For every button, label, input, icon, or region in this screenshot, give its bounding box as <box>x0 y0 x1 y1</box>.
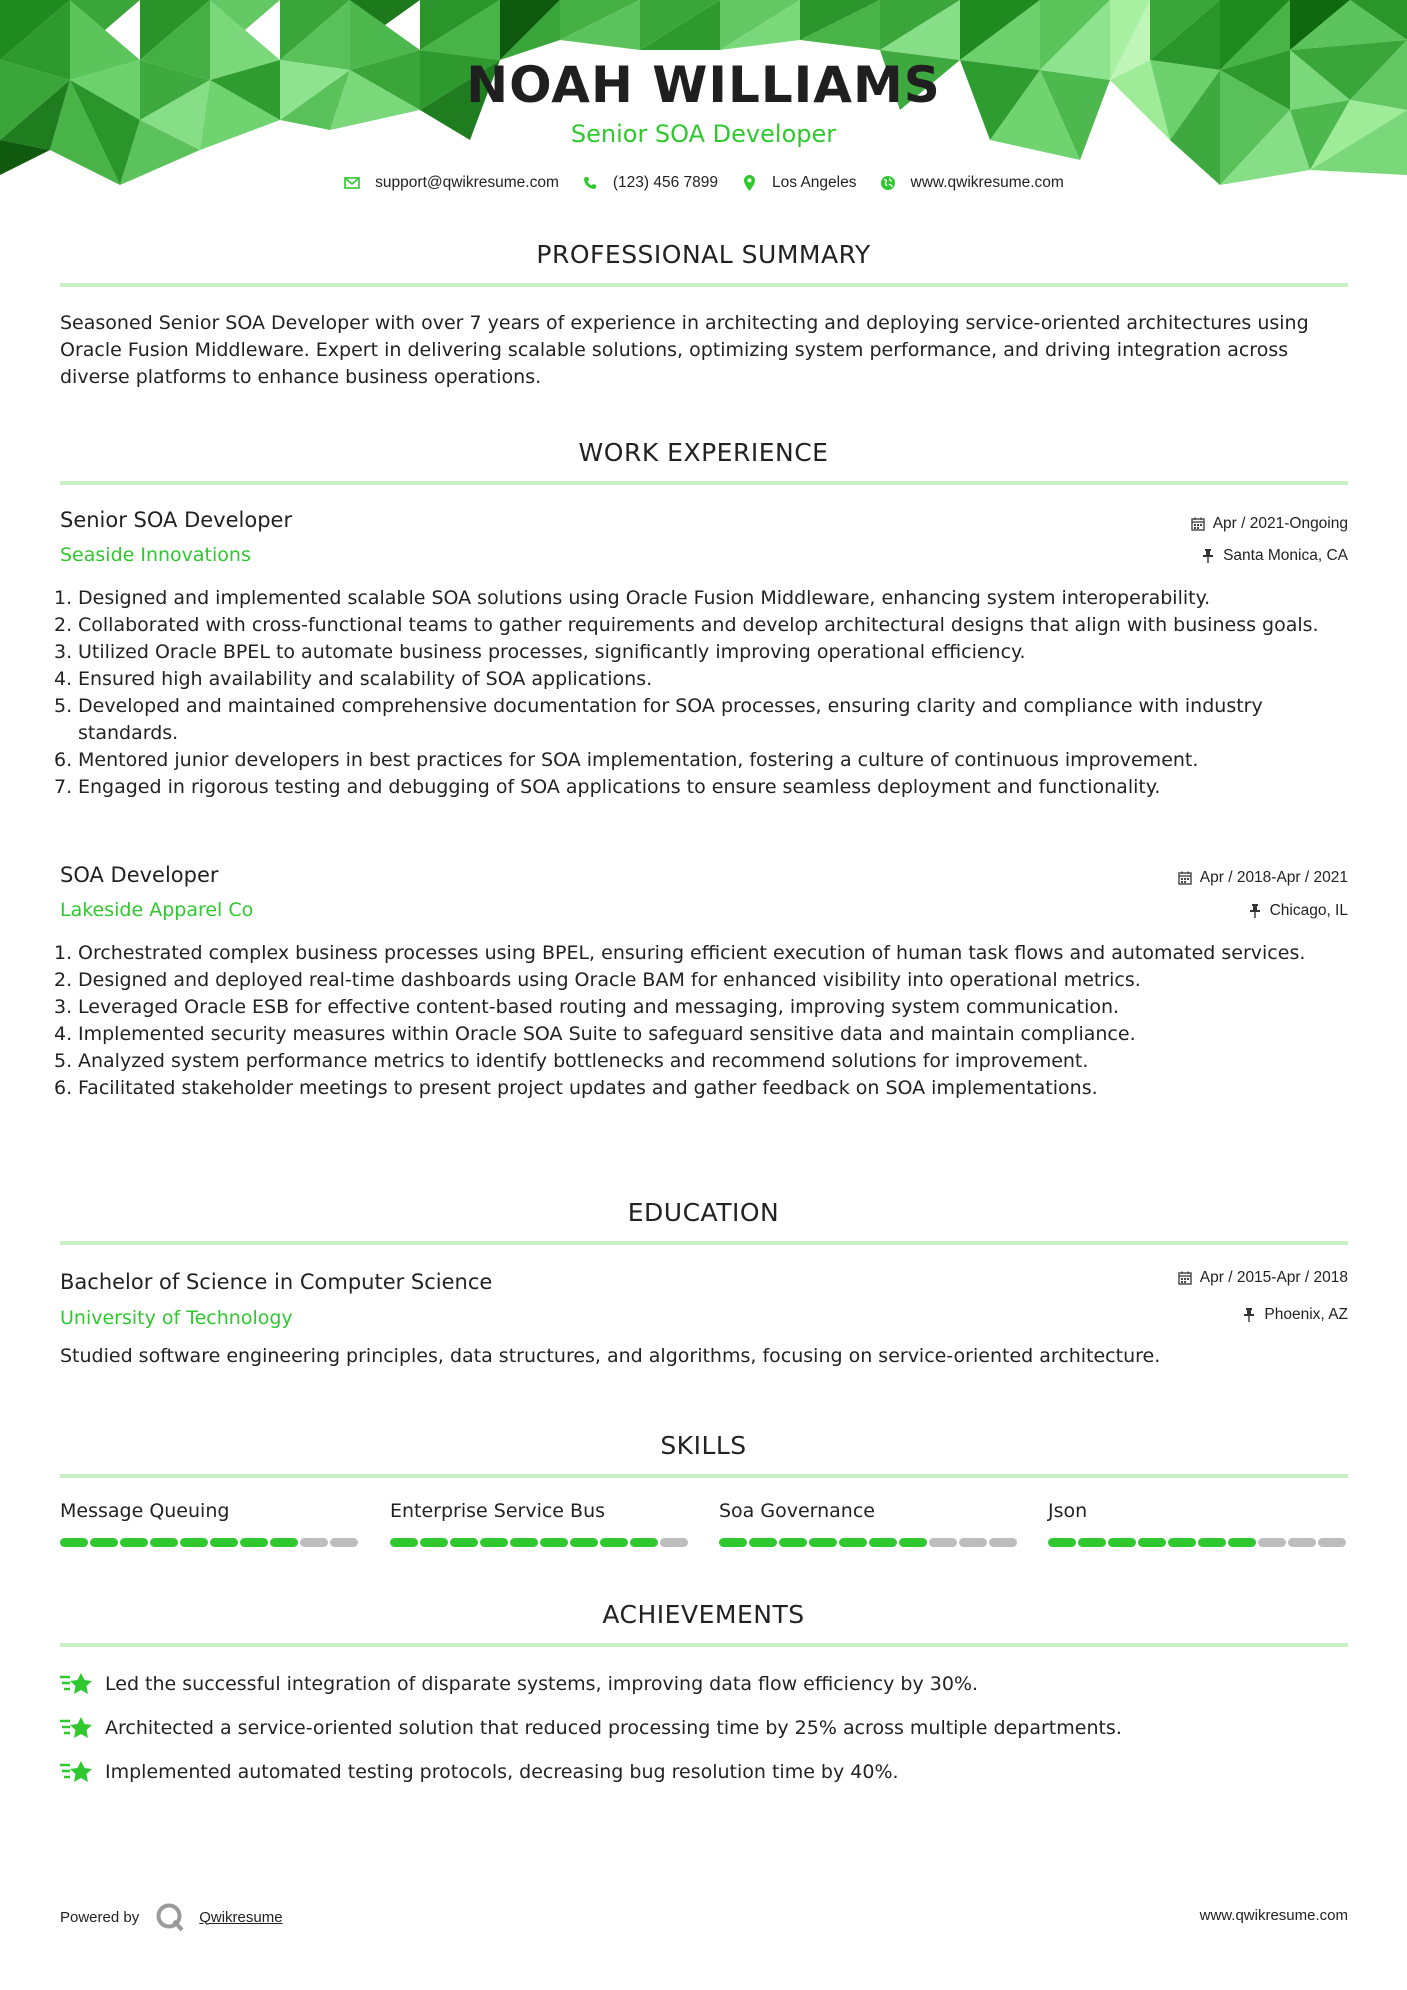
pushpin-icon <box>1241 1307 1257 1323</box>
skill-level-segment <box>120 1538 148 1547</box>
globe-icon <box>879 174 897 192</box>
website-text: www.qwikresume.com <box>910 174 1064 191</box>
achievement-item: Led the successful integration of disparate systems, improving data flow efficiency by 30%. <box>60 1669 978 1699</box>
skill-level-bar <box>719 1538 1019 1547</box>
skill-level-segment <box>60 1538 88 1547</box>
skill-name: Soa Governance <box>719 1500 875 1522</box>
skill-level-segment <box>1198 1538 1226 1547</box>
list-item: 2. Designed and deployed real-time dashboards using Oracle BAM for enhanced visibility into operational metrics. <box>54 969 1141 991</box>
education-heading: EDUCATION <box>627 1198 780 1227</box>
footer <box>60 1902 283 1932</box>
calendar-icon <box>1190 516 1206 532</box>
job-location: Santa Monica, CA <box>1200 547 1348 565</box>
skill-level-segment <box>749 1538 777 1547</box>
skill-level-segment <box>899 1538 927 1547</box>
job-bullets <box>54 585 1350 801</box>
section-divider <box>60 481 1348 485</box>
summary-heading: PROFESSIONAL SUMMARY <box>536 240 871 269</box>
contact-website[interactable] <box>879 174 1064 192</box>
email-text: support@qwikresume.com <box>375 174 559 191</box>
shooting-star-icon <box>60 1669 94 1699</box>
list-item: 4. Implemented security measures within Oracle SOA Suite to safeguard sensitive data and maintain compliance. <box>54 1023 1136 1045</box>
list-item: 7. Engaged in rigorous testing and debugging of SOA applications to ensure seamless deployment and functionality. <box>54 776 1161 798</box>
skill-level-segment <box>270 1538 298 1547</box>
list-item: 5. Developed and maintained comprehensive documentation for SOA processes, ensuring clarity and compliance with industry standards. <box>54 695 1263 744</box>
list-item: 3. Utilized Oracle BPEL to automate business processes, significantly improving operational efficiency. <box>54 641 1026 663</box>
calendar-icon <box>1177 1270 1193 1286</box>
skill-item <box>60 1500 360 1547</box>
experience-heading: WORK EXPERIENCE <box>578 438 829 467</box>
list-item: 3. Leveraged Oracle ESB for effective content-based routing and messaging, improving system communication. <box>54 996 1120 1018</box>
skill-level-segment <box>660 1538 688 1547</box>
contact-bar <box>0 174 1407 192</box>
skill-level-segment <box>719 1538 747 1547</box>
brand-link[interactable]: Qwikresume <box>199 1908 283 1926</box>
skill-level-segment <box>450 1538 478 1547</box>
skill-level-segment <box>929 1538 957 1547</box>
skill-level-segment <box>510 1538 538 1547</box>
achievements-heading: ACHIEVEMENTS <box>602 1600 805 1629</box>
skill-level-segment <box>1108 1538 1136 1547</box>
skill-name: Json <box>1048 1500 1088 1522</box>
skill-level-segment <box>989 1538 1017 1547</box>
footer-website-link[interactable]: www.qwikresume.com <box>1199 1907 1348 1924</box>
skill-level-segment <box>1288 1538 1316 1547</box>
skill-level-segment <box>1078 1538 1106 1547</box>
skill-level-segment <box>240 1538 268 1547</box>
education-description: Studied software engineering principles, data structures, and algorithms, focusing on service-oriented architecture. <box>60 1345 1161 1367</box>
contact-email[interactable] <box>343 174 559 192</box>
skill-level-segment <box>1048 1538 1076 1547</box>
job-title: SOA Developer <box>60 863 219 887</box>
list-item: 2. Collaborated with cross-functional teams to gather requirements and develop architectural designs that align with business goals. <box>54 614 1319 636</box>
section-divider <box>60 1241 1348 1245</box>
skill-level-segment <box>420 1538 448 1547</box>
skill-level-segment <box>809 1538 837 1547</box>
skill-level-segment <box>570 1538 598 1547</box>
skill-level-segment <box>869 1538 897 1547</box>
list-item: 1. Designed and implemented scalable SOA solutions using Oracle Fusion Middleware, enhancing system interoperability. <box>54 587 1211 609</box>
contact-phone[interactable] <box>581 174 718 192</box>
skill-level-segment <box>480 1538 508 1547</box>
job-date: Apr / 2021-Ongoing <box>1190 515 1348 533</box>
section-divider <box>60 1643 1348 1647</box>
degree-title: Bachelor of Science in Computer Science <box>60 1270 493 1294</box>
skill-level-segment <box>959 1538 987 1547</box>
skill-level-segment <box>330 1538 358 1547</box>
skill-level-segment <box>210 1538 238 1547</box>
job-title: Senior SOA Developer <box>60 508 293 532</box>
skill-level-segment <box>300 1538 328 1547</box>
skill-level-segment <box>600 1538 628 1547</box>
skill-name: Message Queuing <box>60 1500 230 1522</box>
list-item: 6. Mentored junior developers in best practices for SOA implementation, fostering a culture of continuous improvement. <box>54 749 1199 771</box>
skill-level-bar <box>1048 1538 1348 1547</box>
qwikresume-logo-icon <box>155 1902 185 1932</box>
skill-level-segment <box>90 1538 118 1547</box>
envelope-icon <box>343 174 361 192</box>
skill-level-segment <box>390 1538 418 1547</box>
shooting-star-icon <box>60 1713 94 1743</box>
section-divider <box>60 1474 1348 1478</box>
skill-level-segment <box>1258 1538 1286 1547</box>
section-divider <box>60 283 1348 287</box>
skill-level-segment <box>630 1538 658 1547</box>
calendar-icon <box>1177 870 1193 886</box>
skill-name: Enterprise Service Bus <box>390 1500 606 1522</box>
pushpin-icon <box>1247 903 1263 919</box>
phone-text: (123) 456 7899 <box>612 174 719 191</box>
skills-heading: SKILLS <box>660 1431 747 1460</box>
achievement-item: Implemented automated testing protocols, decreasing bug resolution time by 40%. <box>60 1757 899 1787</box>
contact-location <box>740 174 856 192</box>
skill-level-segment <box>1168 1538 1196 1547</box>
list-item: 4. Ensured high availability and scalability of SOA applications. <box>54 668 653 690</box>
pushpin-icon <box>1200 548 1216 564</box>
skill-level-segment <box>540 1538 568 1547</box>
skill-level-bar <box>390 1538 690 1547</box>
job-date: Apr / 2018-Apr / 2021 <box>1177 869 1348 887</box>
skill-item <box>390 1500 690 1547</box>
location-text: Los Angeles <box>772 174 857 191</box>
list-item: 1. Orchestrated complex business processes using BPEL, ensuring efficient execution of human task flows and automated services. <box>54 942 1306 964</box>
skill-level-segment <box>180 1538 208 1547</box>
skill-level-segment <box>1228 1538 1256 1547</box>
skill-level-segment <box>1318 1538 1346 1547</box>
list-item: 5. Analyzed system performance metrics to identify bottlenecks and recommend solutions for improvement. <box>54 1050 1089 1072</box>
skill-level-segment <box>1138 1538 1166 1547</box>
job-bullets <box>54 940 1350 1102</box>
phone-icon <box>581 174 599 192</box>
skill-item <box>1048 1500 1348 1547</box>
education-location: Phoenix, AZ <box>1241 1306 1348 1324</box>
skill-level-segment <box>779 1538 807 1547</box>
job-company: Lakeside Apparel Co <box>60 899 254 921</box>
map-pin-icon <box>740 174 758 192</box>
achievement-item: Architected a service-oriented solution that reduced processing time by 25% across multiple departments. <box>60 1713 1122 1743</box>
education-date: Apr / 2015-Apr / 2018 <box>1177 1269 1348 1287</box>
job-location: Chicago, IL <box>1247 902 1348 920</box>
school-name: University of Technology <box>60 1307 293 1329</box>
powered-by-label: Powered by <box>60 1908 140 1926</box>
shooting-star-icon <box>60 1757 94 1787</box>
candidate-role: Senior SOA Developer <box>570 120 837 148</box>
skill-level-segment <box>150 1538 178 1547</box>
summary-text: Seasoned Senior SOA Developer with over 7 years of experience in architecting and deploying service-oriented architectures using Oracle Fusion Middleware. Expert in delivering scalable solutions, optimizing system performance, and driving integration across diverse platforms to enhance business operations. <box>60 312 1309 388</box>
list-item: 6. Facilitated stakeholder meetings to present project updates and gather feedback on SOA implementations. <box>54 1077 1098 1099</box>
candidate-name: NOAH WILLIAMS <box>466 56 941 114</box>
skill-level-segment <box>839 1538 867 1547</box>
skill-level-bar <box>60 1538 360 1547</box>
job-company: Seaside Innovations <box>60 544 251 566</box>
skill-item <box>719 1500 1019 1547</box>
